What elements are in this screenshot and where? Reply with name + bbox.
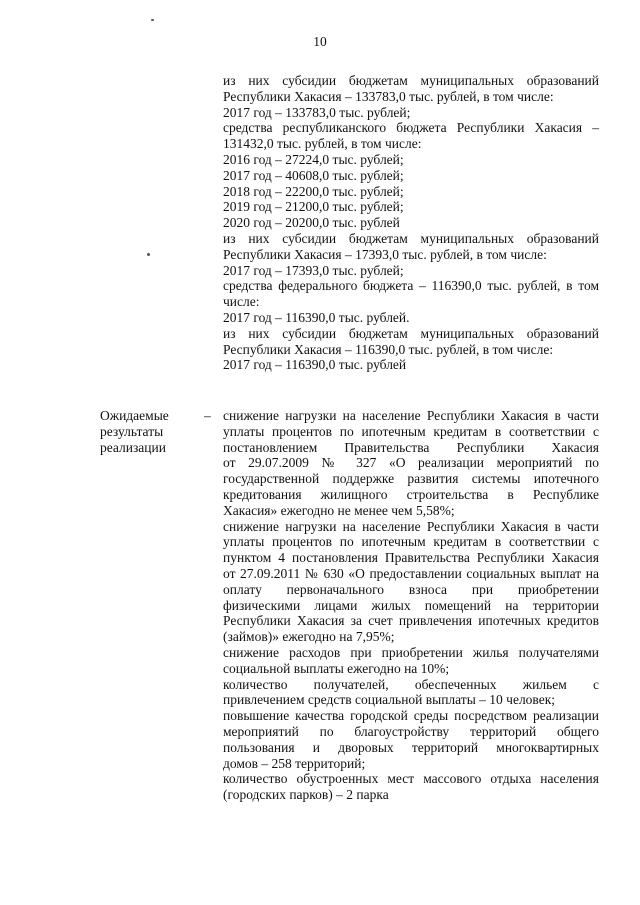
funding-line: 2016 год – 27224,0 тыс. рублей; [223,151,404,167]
result-line: количество получателей, обеспеченных жильем с [223,676,599,692]
funding-line: 131432,0 тыс. рублей, в том числе: [223,136,422,152]
funding-line: 2017 год – 116390,0 тыс. рублей [223,357,407,373]
result-line: оплату первоначального взноса при приобретении [223,581,599,597]
result-line: количество обустроенных мест массового отдыха населения [223,771,599,787]
result-line: домов – 258 территорий; [223,755,366,771]
result-line: кредитования жилищного строительства в Республике [223,486,599,502]
funding-line: 2017 год – 116390,0 тыс. рублей. [223,309,410,325]
funding-line: 2017 год – 133783,0 тыс. рублей; [223,104,411,120]
expected-results-label [100,408,200,455]
result-line: снижение нагрузки на население Республики Хакасия в части [223,518,599,534]
result-line: пользования и дворовых территорий многоквартирных [223,739,599,755]
funding-line: 2017 год – 17393,0 тыс. рублей; [223,262,404,278]
result-line: (займов)» ежегодно на 7,95%; [223,629,395,645]
label-line: реализации [100,439,166,455]
result-line: Республики Хакасия за счет привлечения ипотечных кредитов [223,613,599,629]
funding-line: Республики Хакасия – 17393,0 тыс. рублей, в том числе: [223,246,547,262]
result-line: (городских парков) – 2 парка [223,787,389,803]
expected-results-text [223,408,599,803]
funding-line: 2018 год – 22200,0 тыс. рублей; [223,183,404,199]
result-line: физическими лицами жилых помещений на территории [223,597,599,613]
page-number: 10 [313,34,327,49]
funding-line: средства федерального бюджета – 116390,0 тыс. рублей, в том [223,278,599,294]
result-line: социальной выплаты ежегодно на 10%; [223,660,450,676]
result-line: повышение качества городской среды посредством реализации [223,708,599,724]
funding-line: числе: [223,294,260,310]
result-line: снижение расходов при приобретении жилья получателями [223,644,599,660]
funding-line: 2017 год – 40608,0 тыс. рублей; [223,167,404,183]
result-line: государственной поддержке развития системы ипотечного [223,471,599,487]
result-line: мероприятий по благоустройству территорий общего [223,723,599,739]
label-dash: – [204,408,211,423]
funding-line: 2020 год – 20200,0 тыс. рублей [223,215,400,231]
funding-line: из них субсидии бюджетам муниципальных образований [223,325,599,341]
scan-speck [151,19,154,21]
label-line: Ожидаемые [100,408,169,423]
result-line: снижение нагрузки на население Республики Хакасия в части [223,408,599,423]
result-line: от 29.07.2009 № 327 «О реализации мероприятий по [223,455,599,471]
label-line: результаты [100,423,164,439]
funding-line: Республики Хакасия – 133783,0 тыс. рублей, в том числе: [223,88,554,104]
result-line: от 27.09.2011 № 630 «О предоставлении социальных выплат на [223,565,599,581]
result-line: пунктом 4 постановления Правительства Республики Хакасия [223,550,599,566]
funding-line: из них субсидии бюджетам муниципальных образований [223,73,599,88]
funding-sources-text [223,73,599,373]
funding-line: из них субсидии бюджетам муниципальных образований [223,230,599,246]
result-line: уплаты процентов по ипотечным кредитам в соответствии с [223,423,599,439]
funding-line: 2019 год – 21200,0 тыс. рублей; [223,199,404,215]
result-line: Хакасия» ежегодно не менее чем 5,58%; [223,502,455,518]
funding-line: Республики Хакасия – 116390,0 тыс. рублей, в том числе: [223,341,554,357]
scan-speck [147,253,150,256]
funding-line: средства республиканского бюджета Республики Хакасия – [223,120,599,136]
result-line: постановлением Правительства Республики Хакасия [223,439,599,455]
result-line: уплаты процентов по ипотечным кредитам в соответствии с [223,534,599,550]
result-line: привлечением средств социальной выплаты – 10 человек; [223,692,556,708]
